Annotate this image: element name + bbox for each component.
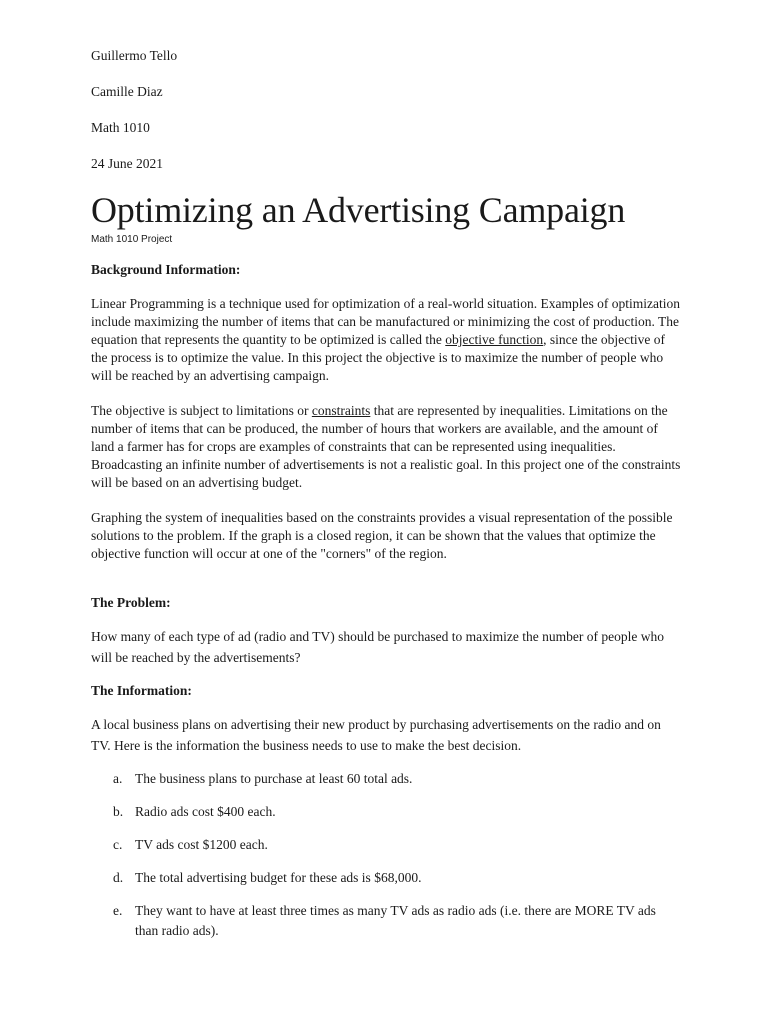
background-paragraph-1: Linear Programming is a technique used for optimization of a real-world situation. Examples of optimization include maximizing the number of items that can be manufactured or minimizing the cost of production. The equation that represents the quantity to be optimized is called the objective function, since the objective of the process is to optimize the value. In this project the objective is to maximize the number of people who will be reached by an advertising campaign. bbox=[91, 296, 680, 383]
list-item: c. TV ads cost $1200 each. bbox=[113, 837, 268, 852]
background-paragraph-2: The objective is subject to limitations or constraints that are represented by inequalities. Limitations on the number of items that can be produced, the number of hours that workers are available, and the amount of land a farmer has for crops are examples of constraints that can be represented using inequalities. Broadcasting an infinite number of advertisements is not a realistic goal. In this project one of the constraints will be based on an advertising budget. bbox=[91, 403, 681, 490]
list-item: e. They want to have at least three times as many TV ads as radio ads (i.e. there are MORE TV ads than radio ads). bbox=[113, 903, 656, 938]
information-text: A local business plans on advertising their new product by purchasing advertisements on the radio and on TV. Here is the information the business needs to use to make the best decision. bbox=[91, 717, 661, 753]
list-item: a. The business plans to purchase at least 60 total ads. bbox=[113, 771, 413, 786]
constraints-term: constraints bbox=[311, 403, 371, 418]
problem-text: How many of each type of ad (radio and TV) should be purchased to maximize the number of people who will be reached by the advertisements? bbox=[91, 629, 664, 665]
document-title: Optimizing an Advertising Campaign bbox=[91, 190, 626, 230]
course-name: Math 1010 bbox=[91, 120, 150, 135]
partner-name: Camille Diaz bbox=[91, 84, 163, 99]
background-heading: Background Information: bbox=[91, 262, 241, 277]
author-name: Guillermo Tello bbox=[91, 48, 178, 63]
objective-function-term: objective function bbox=[445, 332, 544, 347]
document-subtitle: Math 1010 Project bbox=[91, 234, 173, 245]
information-list bbox=[91, 769, 681, 941]
list-item: b. Radio ads cost $400 each. bbox=[113, 804, 276, 819]
document-date: 24 June 2021 bbox=[91, 156, 163, 171]
problem-heading: The Problem: bbox=[91, 595, 171, 610]
document-page bbox=[91, 46, 681, 954]
list-item: d. The total advertising budget for these ads is $68,000. bbox=[113, 870, 422, 885]
information-heading: The Information: bbox=[91, 683, 192, 698]
background-paragraph-3: Graphing the system of inequalities based on the constraints provides a visual representation of the possible solutions to the problem. If the graph is a closed region, it can be shown that the values that optimize the objective function will occur at one of the "corners" of the region. bbox=[91, 510, 673, 561]
